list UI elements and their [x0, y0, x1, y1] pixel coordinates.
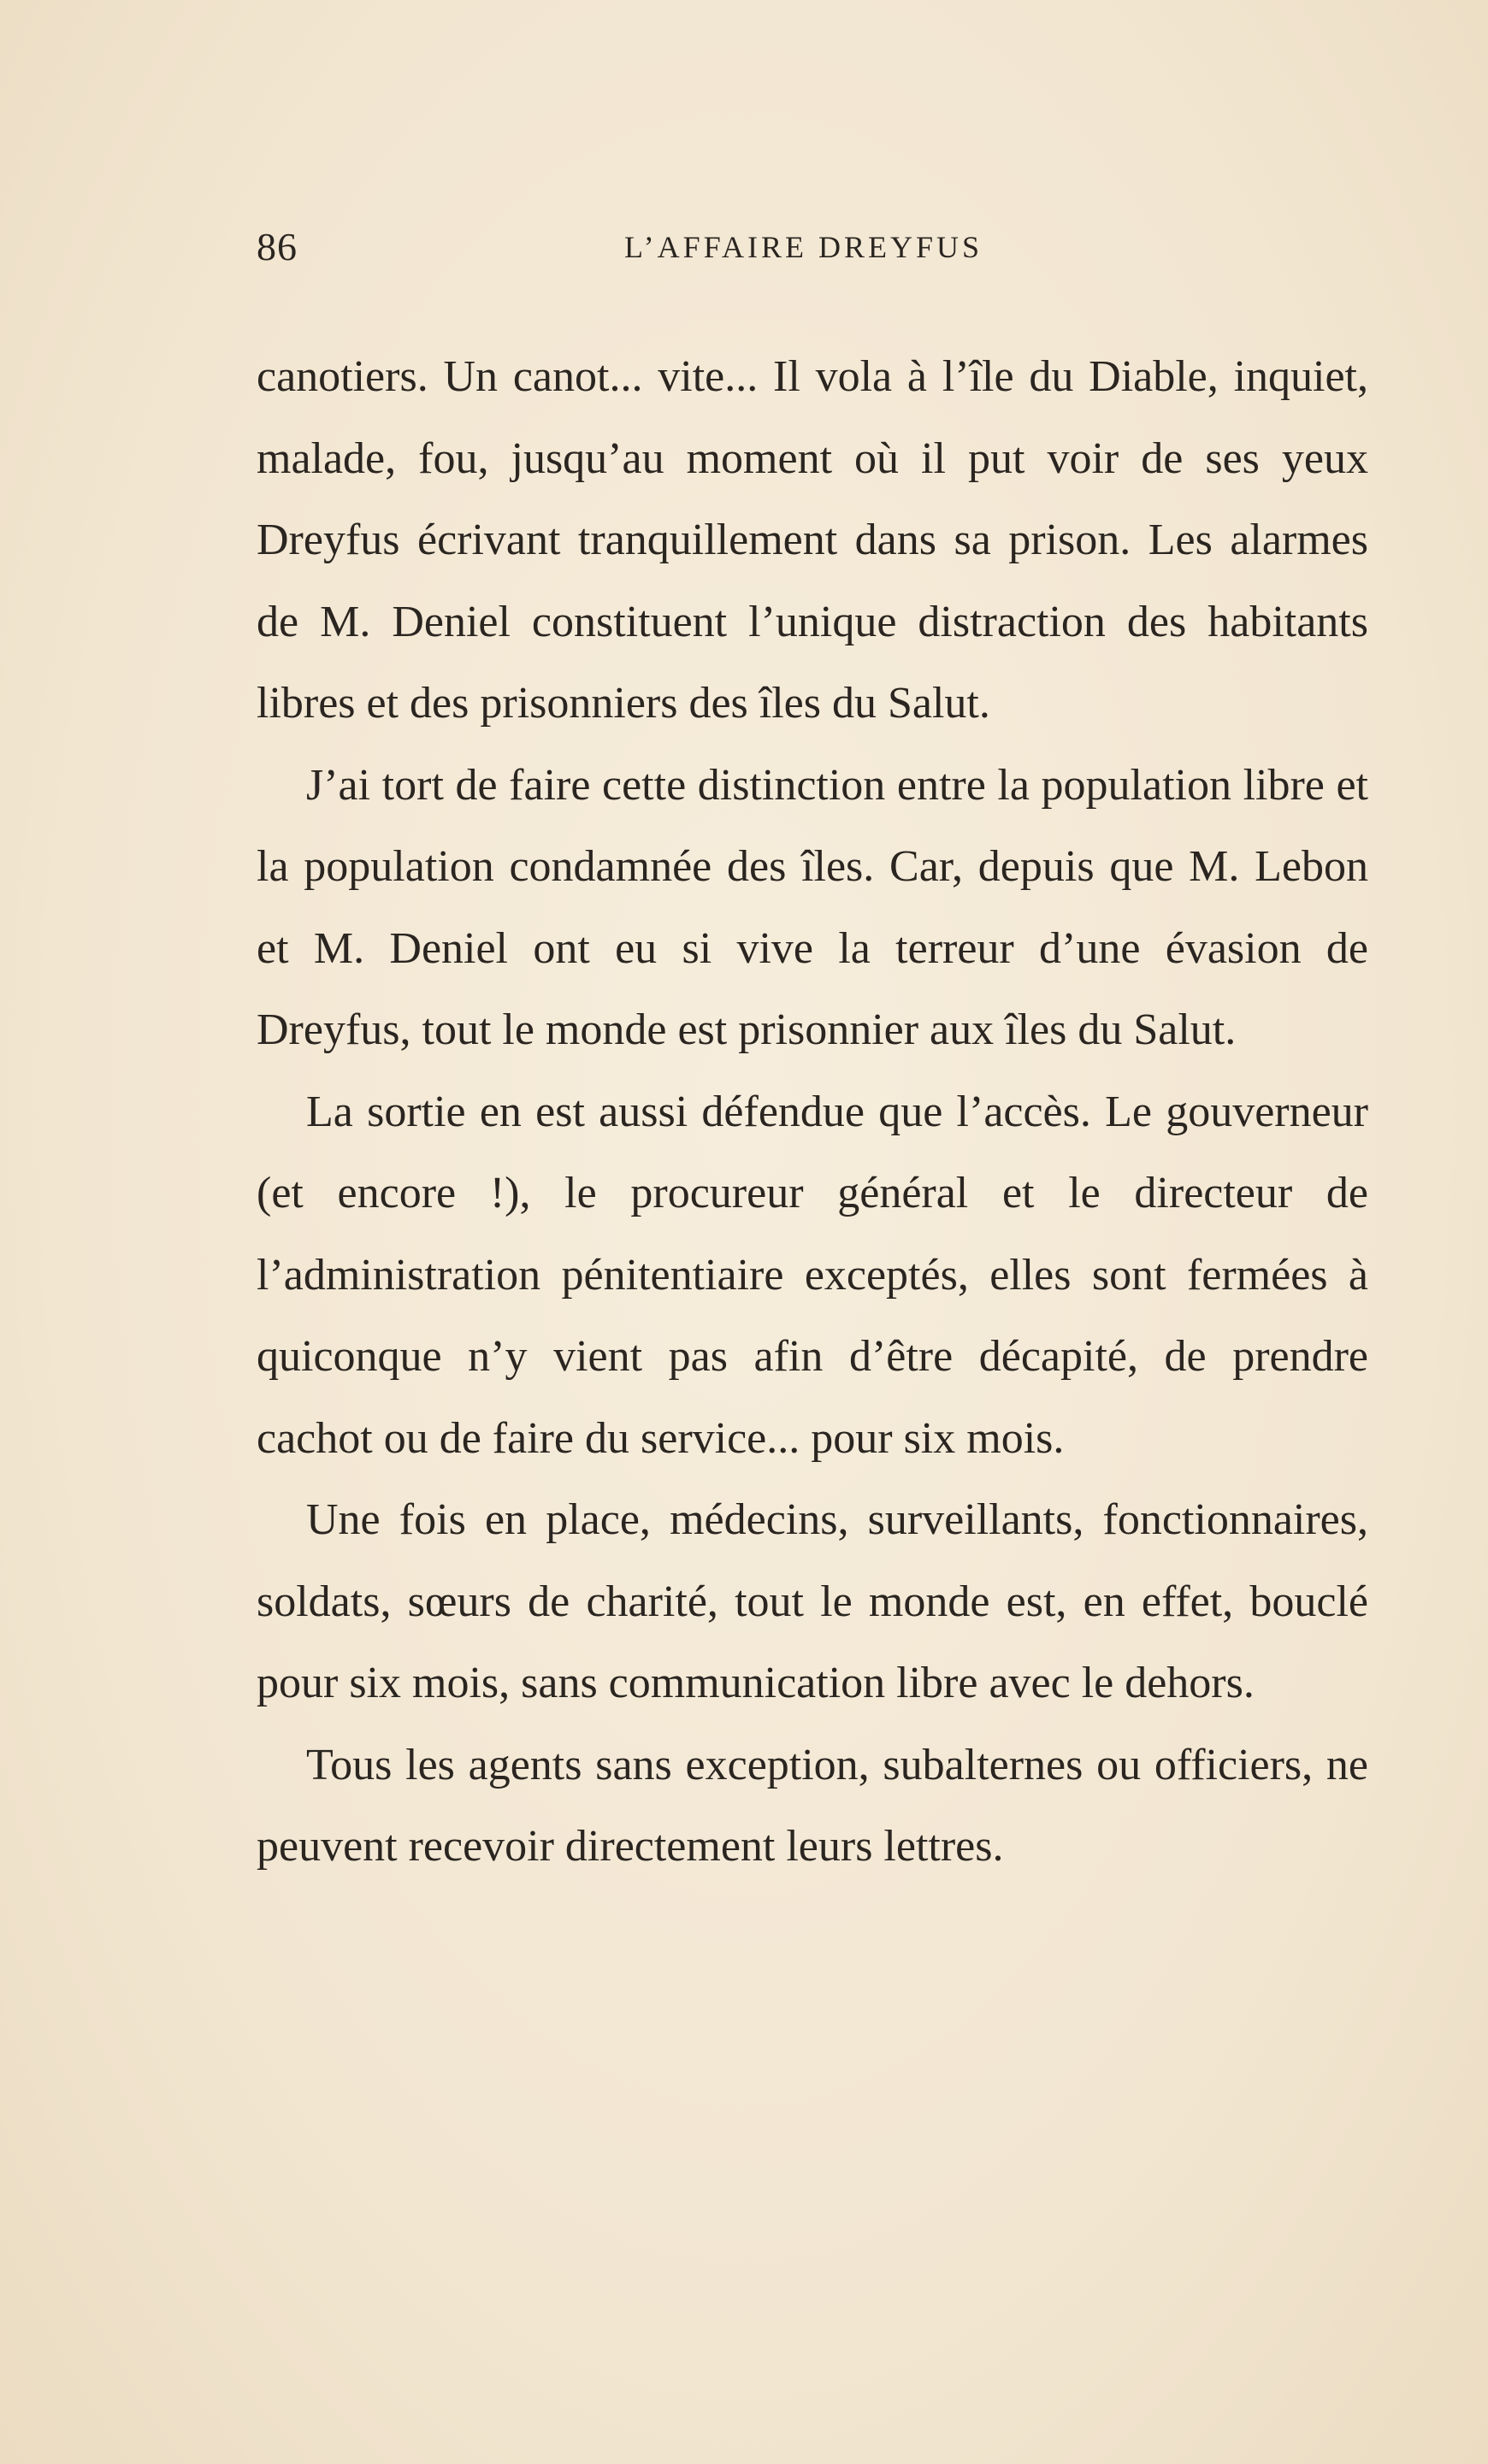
paragraph: La sortie en est aussi défendue que l’accès. Le gouverneur (et encore !), le procureur général et le directeur de l’administration pénitentiaire exceptés, elles sont fermées à quiconque n’y vient pas afin d’être décapité, de prendre cachot ou de faire du service... pour six mois. [257, 1087, 1368, 1463]
paragraph-continued: canotiers. Un canot... vite... Il vola à l’île du Diable, inquiet, malade, fou, jusqu’au moment où il put voir de ses yeux Dreyfus écrivant tranquillement dans sa prison. Les alarmes de M. Deniel constituent l’unique distraction des habitants libres et des prisonniers des îles du Salut. [257, 352, 1368, 728]
paragraph: Une fois en place, médecins, surveillants, fonctionnaires, soldats, sœurs de charité, tout le monde est, en effet, bouclé pour six mois, sans communication libre avec le dehors. [257, 1495, 1368, 1707]
page-number: 86 [257, 225, 298, 268]
paragraph: J’ai tort de faire cette distinction entre la population libre et la population condamnée des îles. Car, depuis que M. Lebon et M. Deniel ont eu si vive la terreur d’une évasion de Dreyfus, tout le monde est prisonnier aux îles du Salut. [257, 760, 1368, 1054]
paragraph: Tous les agents sans exception, subalternes ou officiers, ne peuvent recevoir directement leurs lettres. [257, 1740, 1368, 1871]
body-text [257, 336, 1368, 1888]
running-head [257, 224, 1368, 275]
running-title: L’AFFAIRE DREYFUS [624, 230, 983, 264]
